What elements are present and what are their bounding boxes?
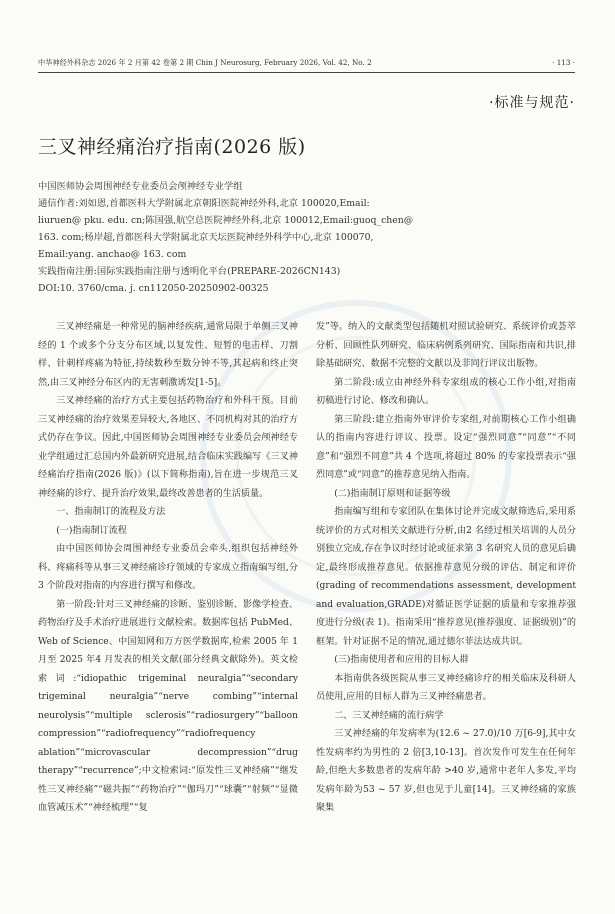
page-number: · 113 · — [552, 58, 575, 67]
paragraph: 本指南供各级医院从事三叉神经痛诊疗的相关临床及科研人员使用,应用的目标人群为三叉神经痛患者。 — [316, 673, 576, 702]
paragraph: 三叉神经痛的治疗方式主要包括药物治疗和外科干预。目前三叉神经痛的治疗效果差异较大,各地区、不同机构对其的治疗方式仍存在争议。因此,中国医师协会周围神经专业委员会颅神经专业学组通过汇总国内外最新研究进展,结合临床实践编写《三叉神经痛治疗指南(2026 版)》(以下简称指南),旨在进一步规范三叉神经痛的诊疗、提升治疗效果,最终改善患者的生活质量。 — [38, 396, 298, 499]
correspondence-line: 163. com;杨岸超,首都医科大学附属北京天坛医院神经外科学中心,北京 100070, — [38, 232, 374, 243]
paragraph: 第三阶段:建立指南外审评价专家组,对前期核心工作小组确认的指南内容进行评议、投票。设定“强烈同意”“同意”“不同意”和“强烈不同意”共 4 个选项,将超过 80% 的专家投票表示“强烈同意”或“同意”的推荐意见纳入指南。 — [316, 414, 576, 480]
correspondence-line: liuruen@ pku. edu. cn;陈国强,航空总医院神经外科,北京 100012,Email:guoq_chen@ — [38, 215, 414, 226]
subsection-heading: (一)指南制订流程 — [56, 525, 127, 536]
section-heading: 一、指南制订的流程及方法 — [56, 507, 166, 517]
header-divider — [38, 72, 575, 73]
correspondence-line: Email:yang. anchao@ 163. com — [38, 249, 187, 260]
author-group: 中国医师协会周围神经专业委员会颅神经专业学组 — [38, 181, 243, 192]
article-title: 三叉神经痛治疗指南(2026 版) — [38, 136, 306, 158]
registration-line: 实践指南注册:国际实践指南注册与透明化平台(PREPARE-2026CN143) — [38, 266, 341, 277]
section-heading: 二、三叉神经痛的流行病学 — [334, 710, 444, 721]
paragraph: 第一阶段:针对三叉神经痛的诊断、鉴别诊断、影像学检查、药物治疗及手术治疗进展进行文献检索。数据库包括 PubMed、Web of Science、中国知网和万方医学数据库,检索 2005 年 1 月至 2025 年4 月发表的相关文献(部分经典文献除外)。英文检索词:“idiopathic trigeminal neuralgia”“secondary trigeminal neuralgia”“nerve combing”“internal neurolysis”“multiple sclerosis”“radiosurgery”“balloon compression”“radiofrequency”“radiofrequency ablation”“microvascular decompression”“drug therapy”“recurrence”;中文检索词:“原发性三叉神经痛”“继发性三叉神经痛”“磁共振”“药物治疗”“伽玛刀”“球囊”“射频”“显微血管减压术”“神经梳理”“复 — [38, 599, 298, 813]
paragraph: 由中国医师协会周围神经专业委员会牵头,组织包括神经外科、疼痛科等从事三叉神经痛诊疗领域的专家成立指南编写组,分 3 个阶段对指南的内容进行撰写和修改。 — [38, 544, 298, 591]
running-header — [38, 58, 575, 68]
author-block — [38, 178, 478, 297]
paragraph: 三叉神经痛是一种常见的脑神经疾病,通常局限于单侧三叉神经的 1 个或多个分支分布区域,以复发性、短暂的电击样、刀割样、针刺样疼痛为特征,持续数秒至数分钟不等,其起病和终止突然,由三叉神经分布区内的无害刺激诱发[1-5]。 — [38, 322, 298, 388]
subsection-heading: (三)指南使用者和应用的目标人群 — [334, 655, 469, 665]
paragraph: 指南编写组和专家团队在集体讨论并完成文献筛选后,采用系统评价的方式对相关文献进行分析,由2 名经过相关培训的人员分别独立完成,存在争议时经讨论或征求第 3 名研究人员的意见后确定,最终形成推荐意见。依据推荐意见分级的评估、制定和评价(grading of recommendations assessment, development and evaluation,GRADE)对循证医学证据的质量和专家推荐强度进行分级(表 1)。指南采用“推荐意见(推荐强度、证据级别)”的框架。针对证据不足的情况,通过德尔菲法达成共识。 — [316, 507, 576, 647]
doi-line: DOI:10. 3760/cma. j. cn112050-20250902-00325 — [38, 283, 269, 294]
correspondence-line: 通信作者:刘如恩,首都医科大学附属北京朝阳医院神经外科,北京 100020,Email: — [38, 198, 370, 209]
paragraph: 三叉神经痛的年发病率为(12.6 ~ 27.0)/10 万[6-9],其中女性发病率约为男性的 2 倍[3,10-13]。首次发作可发生在任何年龄,但绝大多数患者的发病年龄 >40 岁,通常中老年人多发,平均发病年龄为53 ~ 57 岁,但也见于儿童[14]。三叉神经痛的家族聚集 — [316, 729, 576, 813]
subsection-heading: (二)指南制订原则和证据等级 — [334, 488, 451, 499]
left-column — [38, 318, 298, 818]
paragraph: 发”等。纳入的文献类型包括随机对照试验研究、系统评价或荟萃分析、回顾性队列研究、临床病例系列研究、国际指南和共识,排除基础研究、数据不完整的文献以及非同行评议出版物。 — [316, 322, 576, 369]
running-header-left: 中华神经外科杂志 2026 年 2 月第 42 卷第 2 期 Chin J Neurosurg, February 2026, Vol. 42, No. 2 — [38, 58, 372, 67]
right-column — [316, 318, 576, 818]
paragraph: 第二阶段:成立由神经外科专家组成的核心工作小组,对指南初稿进行讨论、修改和确认。 — [316, 377, 576, 406]
section-tag: ·标准与规范· — [489, 95, 575, 111]
